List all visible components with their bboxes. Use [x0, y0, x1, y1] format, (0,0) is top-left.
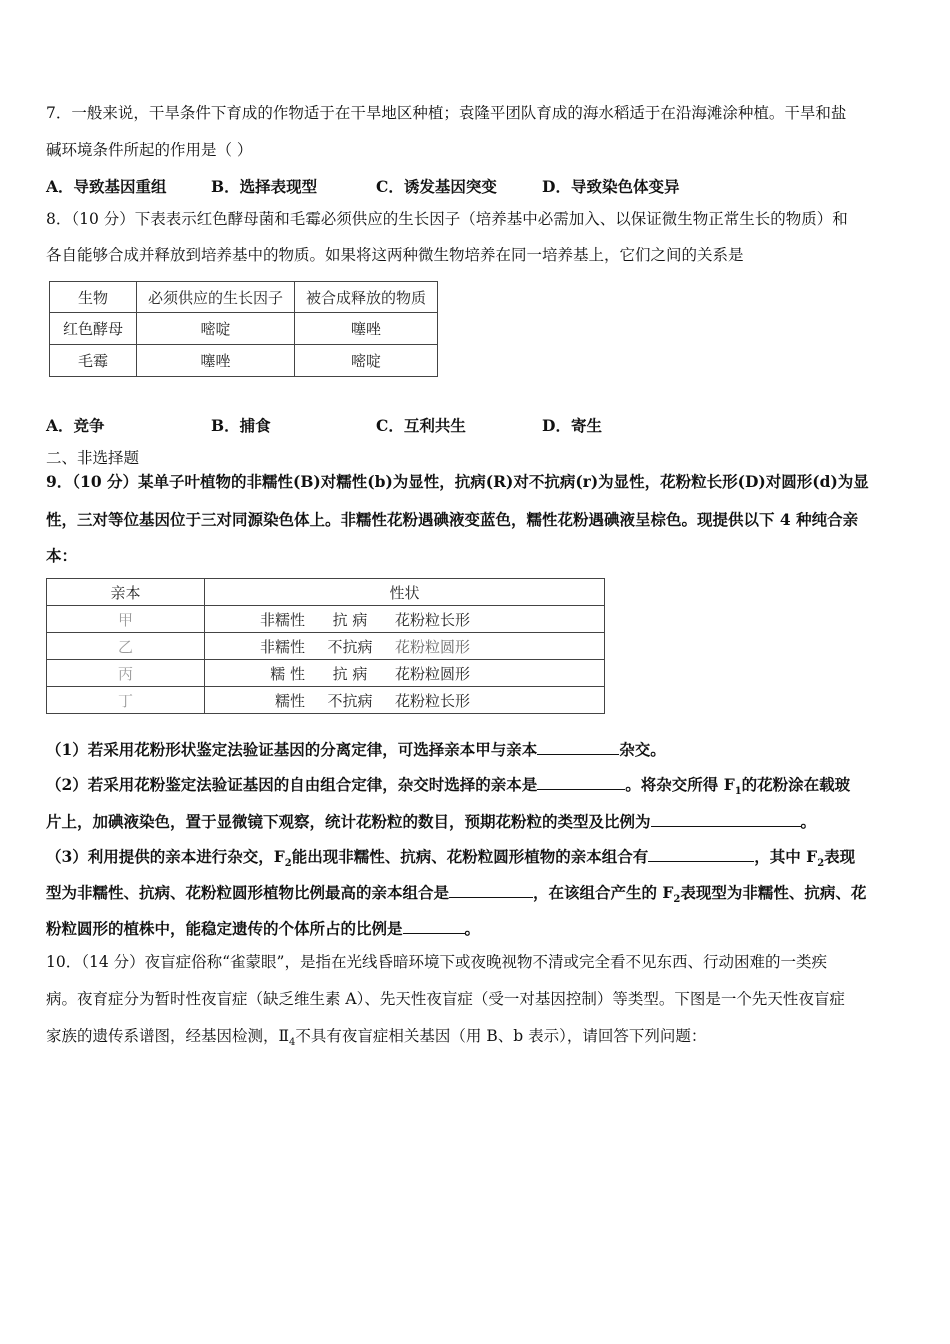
q9-table-header: 亲本 [47, 579, 205, 606]
q9-table-cell: 乙 [47, 633, 205, 660]
q9-line3: 本： [46, 546, 78, 565]
q9-table-cell: 花粉粒长形 [395, 687, 605, 714]
q9-table-cell: 花粉粒圆形 [395, 660, 605, 687]
table-row [47, 660, 605, 687]
q9-part1-text: （1）若采用花粉形状鉴定法验证基因的分离定律，可选择亲本甲与亲本 [46, 740, 538, 759]
q9-part2-line1 [46, 773, 850, 802]
subscript: 1 [734, 786, 742, 798]
q8-table [49, 281, 438, 377]
q9-part3-line2 [46, 881, 866, 910]
answer-blank[interactable] [537, 738, 619, 755]
q9-part3-text: 表现 [824, 847, 856, 866]
answer-blank[interactable] [648, 845, 754, 862]
q9-part2-text: 片上，加碘液染色，置于显微镜下观察，统计花粉粒的数目，预期花粉粒的类型及比例为 [46, 812, 651, 831]
q9-part3-text: 表现型为非糯性、抗病、花 [680, 883, 867, 902]
table-row [50, 345, 438, 377]
q9-part2-text: 。将杂交所得 F [625, 775, 735, 794]
q8-table-cell: 毛霉 [50, 345, 137, 377]
q10-line2: 病。夜育症分为暂时性夜盲症（缺乏维生素 A）、先天性夜盲症（受一对基因控制）等类型。下图是一个先天性夜盲症 [46, 990, 845, 1008]
q10-line3 [46, 1026, 706, 1053]
q7-option-b: B．选择表现型 [211, 177, 318, 196]
q9-table-cell: 糯性 [205, 687, 306, 714]
subscript: 2 [284, 858, 292, 870]
q9-part1 [46, 738, 666, 760]
subscript: 2 [817, 858, 825, 870]
q8-options [46, 414, 602, 436]
q7-line1: 7．一般来说，干旱条件下育成的作物适于在干旱地区种植；袁隆平团队育成的海水稻适于在沿海滩涂种植。干旱和盐 [46, 104, 847, 122]
q9-part3-line1 [46, 845, 855, 874]
answer-blank[interactable] [449, 881, 533, 898]
q9-part3-text: 粉粒圆形的植株中，能稳定遗传的个体所占的比例是 [46, 919, 403, 938]
table-row [47, 606, 605, 633]
table-row [47, 633, 605, 660]
q9-table-cell: 丙 [47, 660, 205, 687]
q9-table-header: 性状 [205, 579, 605, 606]
q8-table-header: 生物 [50, 282, 137, 313]
q8-table-header: 被合成释放的物质 [295, 282, 438, 313]
q7-option-d: D．导致染色体变异 [542, 177, 680, 196]
subscript: 4 [289, 1037, 296, 1049]
q9-line1: 9．（10 分）某单子叶植物的非糯性(B)对糯性(b)为显性，抗病(R)对不抗病(r)为显性，花粉粒长形(D)对圆形(d)为显 [46, 472, 869, 491]
q9-table [46, 578, 605, 714]
q10-line3-text: 家族的遗传系谱图，经基因检测，Ⅱ [46, 1027, 290, 1045]
table-row [47, 687, 605, 714]
q8-table-cell: 嘧啶 [295, 345, 438, 377]
q9-table-cell: 不抗病 [305, 687, 395, 714]
q7-options [46, 175, 680, 197]
q7-option-a: A．导致基因重组 [46, 177, 167, 196]
table-row [50, 313, 438, 345]
q9-table-cell: 甲 [47, 606, 205, 633]
q8-line1: 8．（10 分）下表表示红色酵母菌和毛霉必须供应的生长因子（培养基中必需加入、以保证微生物正常生长的物质）和 [46, 210, 848, 228]
q9-part3-text: ，在该组合产生的 F [533, 883, 674, 902]
q8-option-d: D．寄生 [542, 416, 602, 435]
q9-table-cell: 不抗病 [305, 633, 395, 660]
q9-part3-text: ，其中 F [754, 847, 818, 866]
q9-table-cell: 非糯性 [205, 606, 306, 633]
q9-table-cell: 抗 病 [305, 660, 395, 687]
answer-blank[interactable] [403, 917, 465, 934]
q7-option-c: C．诱发基因突变 [376, 177, 497, 196]
answer-blank[interactable] [537, 773, 625, 790]
q8-table-cell: 噻唑 [295, 313, 438, 345]
q8-table-cell: 噻唑 [137, 345, 295, 377]
answer-blank[interactable] [651, 810, 801, 827]
q9-part3-text: （3）利用提供的亲本进行杂交，F [46, 847, 285, 866]
q9-table-cell: 非糯性 [205, 633, 306, 660]
q9-part2-text: 。 [800, 812, 817, 831]
q8-table-header-row [50, 282, 438, 313]
q9-part2-text: 的花粉涂在载玻 [741, 775, 851, 794]
q9-part2-line2 [46, 810, 816, 832]
q9-line2: 性，三对等位基因位于三对同源染色体上。非糯性花粉遇碘液变蓝色，糯性花粉遇碘液呈棕色。现提供以下 4 种纯合亲 [46, 510, 859, 529]
subscript: 2 [673, 894, 681, 906]
section-heading: 二、非选择题 [46, 449, 140, 467]
q9-part3-text: 型为非糯性、抗病、花粉粒圆形植物比例最高的亲本组合是 [46, 883, 450, 902]
q9-table-cell: 抗 病 [305, 606, 395, 633]
q10-line3-text: 不具有夜盲症相关基因（用 B、b 表示），请回答下列问题： [295, 1027, 707, 1045]
q8-line2: 各自能够合成并释放到培养基中的物质。如果将这两种微生物培养在同一培养基上，它们之间的关系是 [46, 246, 744, 264]
q8-option-c: C．互利共生 [376, 416, 466, 435]
q8-option-b: B．捕食 [211, 416, 271, 435]
q9-part3-text: 。 [464, 919, 481, 938]
q8-table-header: 必须供应的生长因子 [137, 282, 295, 313]
q8-table-cell: 嘧啶 [137, 313, 295, 345]
q9-table-cell: 糯 性 [205, 660, 306, 687]
q10-line1: 10．（14 分）夜盲症俗称“雀蒙眼”，是指在光线昏暗环境下或夜晚视物不清或完全看不见东西、行动困难的一类疾 [46, 953, 827, 971]
q9-table-header-row [47, 579, 605, 606]
q9-table-cell: 丁 [47, 687, 205, 714]
q9-table-cell: 花粉粒圆形 [395, 633, 605, 660]
q8-option-a: A．竞争 [46, 416, 105, 435]
q9-table-cell: 花粉粒长形 [395, 606, 605, 633]
q9-part1-text-end: 杂交。 [619, 740, 666, 759]
q9-part3-line3 [46, 917, 480, 939]
q7-line2: 碱环境条件所起的作用是（ ） [46, 141, 253, 159]
q8-table-cell: 红色酵母 [50, 313, 137, 345]
q9-part2-text: （2）若采用花粉鉴定法验证基因的自由组合定律，杂交时选择的亲本是 [46, 775, 538, 794]
q9-part3-text: 能出现非糯性、抗病、花粉粒圆形植物的亲本组合有 [291, 847, 649, 866]
